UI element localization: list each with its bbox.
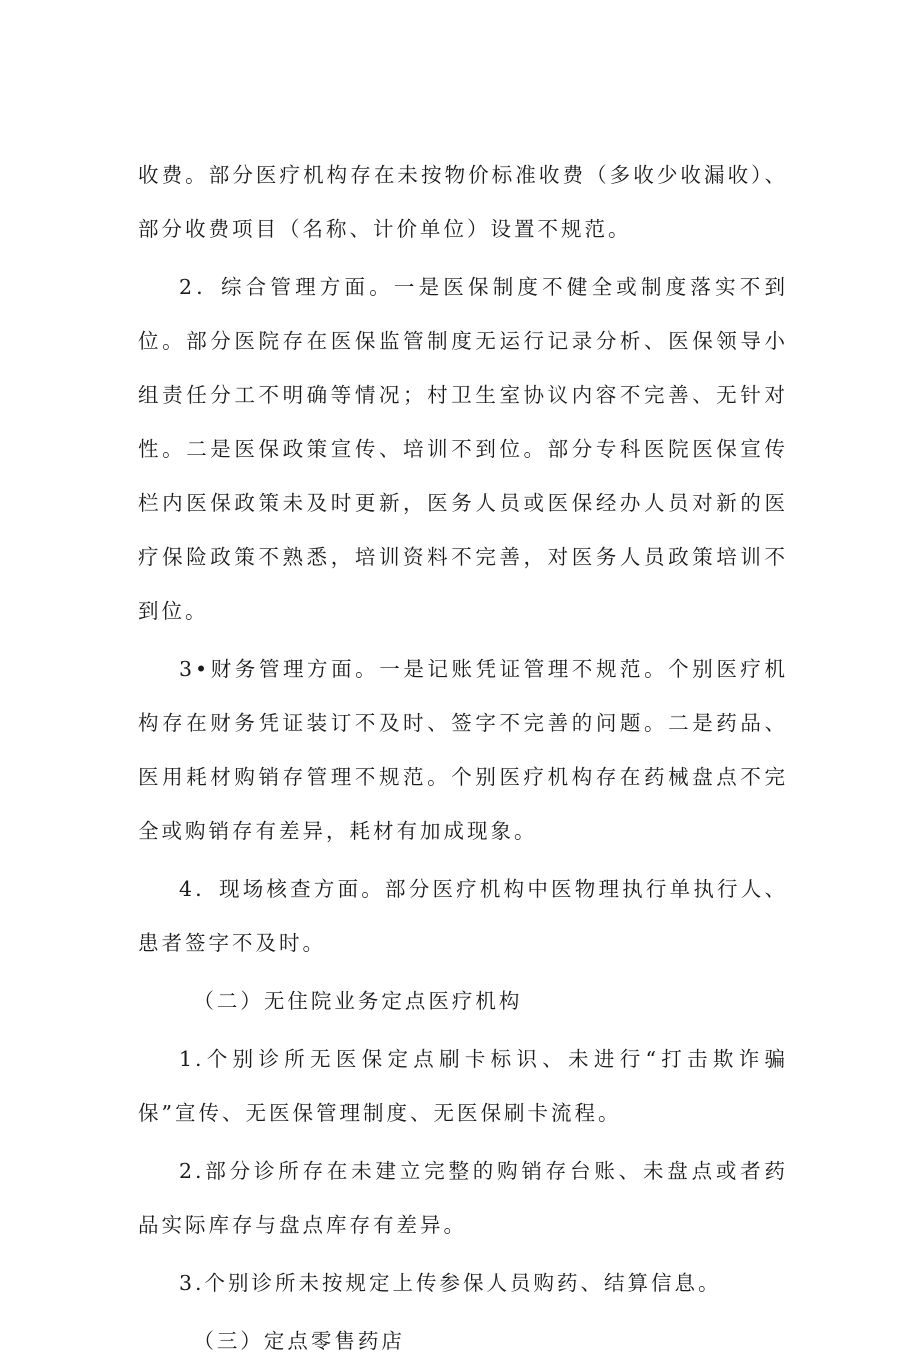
paragraph-financial-management: 3•财务管理方面。一是记账凭证管理不规范。个别医疗机构存在财务凭证装订不及时、签字不完善的问题。二是药品、医用耗材购销存管理不规范。个别医疗机构存在药械盘点不完全或购销存有差异，耗材有加成现象。: [138, 657, 788, 843]
paragraph-continuation: 收费。部分医疗机构存在未按物价标准收费（多收少收漏收）、部分收费项目（名称、计价单位）设置不规范。: [138, 163, 788, 241]
paragraph-clinic-item-2: 2.部分诊所存在未建立完整的购销存台账、未盘点或者药品实际库存与盘点库存有差异。: [138, 1159, 788, 1237]
document-body: [138, 148, 788, 1368]
section-heading-no-inpatient: （二）无住院业务定点医疗机构: [193, 989, 523, 1013]
section-heading-retail-pharmacy: （三）定点零售药店: [193, 1329, 405, 1353]
paragraph-clinic-item-3: 3.个别诊所未按规定上传参保人员购药、结算信息。: [179, 1271, 722, 1295]
paragraph-clinic-item-1: 1.个别诊所无医保定点刷卡标识、未进行“打击欺诈骗保”宣传、无医保管理制度、无医保刷卡流程。: [138, 1047, 788, 1125]
paragraph-onsite-inspection: 4．现场核查方面。部分医疗机构中医物理执行单执行人、患者签字不及时。: [138, 877, 788, 955]
paragraph-comprehensive-management: 2．综合管理方面。一是医保制度不健全或制度落实不到位。部分医院存在医保监管制度无运行记录分析、医保领导小组责任分工不明确等情况；村卫生室协议内容不完善、无针对性。二是医保政策宣传、培训不到位。部分专科医院医保宣传栏内医保政策未及时更新，医务人员或医保经办人员对新的医疗保险政策不熟悉，培训资料不完善，对医务人员政策培训不到位。: [138, 275, 788, 623]
